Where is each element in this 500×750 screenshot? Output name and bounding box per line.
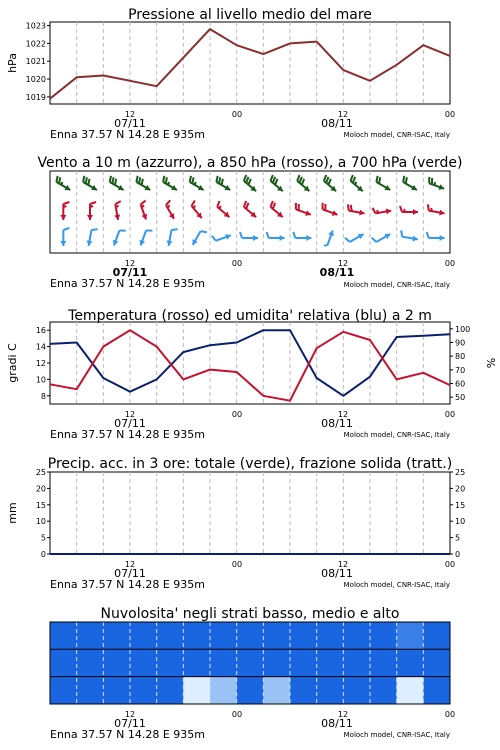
wind-barb-feather [193, 205, 195, 208]
wind-barb-feather [222, 179, 223, 185]
date-label: 07/11 [112, 266, 148, 279]
wind-barb [212, 234, 231, 241]
date-label: 08/11 [321, 567, 353, 580]
y-tick-label: 60 [455, 379, 466, 389]
cloud-cell [317, 649, 344, 676]
x-tick-label: 00 [444, 710, 456, 719]
wind-barb [167, 229, 178, 246]
wind-barb-feather [212, 236, 216, 241]
location-label: Enna 37.57 N 14.28 E 935m [50, 128, 205, 141]
y-tick-label: 5 [40, 533, 46, 543]
wind-barb-feather [62, 182, 63, 185]
wind-barb-feather [403, 176, 404, 182]
wind-barb [83, 176, 97, 190]
cloud-cell [77, 677, 104, 704]
x-tick-label: 00 [231, 710, 243, 719]
precip-gridlines [77, 472, 424, 554]
wind-barb [376, 176, 390, 190]
wind-barb-feather [63, 202, 69, 204]
wind-barb-feather [345, 238, 350, 242]
wind-barb-feather [190, 176, 191, 182]
wind-barb [348, 204, 365, 215]
wind-barb-head [413, 209, 418, 215]
y-tick-label: 100 [455, 324, 471, 334]
precip-x-ticks [125, 560, 455, 569]
cloud-cell [397, 677, 424, 704]
wind-barb-feather [379, 177, 380, 183]
cloud-cell [157, 622, 184, 649]
cloud-cell [130, 649, 157, 676]
wind-barb-feather [90, 206, 93, 207]
wind-barb-feather [428, 204, 429, 210]
temperature-line [50, 330, 450, 401]
cloud-cell [237, 649, 264, 676]
wind-barb-feather [376, 176, 377, 182]
cloud-cell [183, 622, 210, 649]
date-label: 08/11 [321, 717, 353, 730]
precip-title: Precip. acc. in 3 ore: totale (verde), frazione solida (tratt.) [47, 456, 453, 472]
y-tick-label: 1021 [25, 57, 46, 67]
wind-barb-feather [406, 177, 407, 183]
date-label: 08/11 [321, 417, 353, 430]
cloud-x-ticks [125, 710, 455, 719]
cloud-cell [317, 622, 344, 649]
wind-barb-feather [168, 182, 169, 185]
wind-barb-feather [293, 232, 295, 238]
wind-barb-feather [246, 203, 248, 209]
cloud-cell [397, 649, 424, 676]
wind-barb-feather [110, 176, 111, 182]
precip-panel [6, 456, 465, 591]
cloud-cell [370, 622, 397, 649]
wind-barb-head [253, 235, 258, 241]
cloud-cell [237, 622, 264, 649]
wind-barb [113, 230, 126, 245]
wind-barb [372, 234, 391, 242]
wind-barb [400, 206, 418, 215]
wind-barb-feather [136, 176, 137, 182]
wind-barb-head [306, 235, 311, 241]
wind-barb [271, 175, 283, 191]
wind-barb-feather [90, 202, 96, 204]
wind-barb [372, 208, 391, 215]
pressure-x-ticks [125, 110, 455, 119]
cloud-cell [183, 677, 210, 704]
x-tick-label: 12 [337, 110, 349, 119]
x-tick-label: 12 [124, 410, 136, 419]
wind-barb-feather [86, 177, 87, 183]
wind-barb [114, 201, 121, 220]
temp-rh-x-ticks [125, 410, 455, 419]
wind-barb-feather [271, 175, 273, 181]
wind-barb [240, 232, 258, 241]
wind-barb [163, 176, 177, 190]
wind-barb-feather [377, 210, 379, 213]
model-credit: Moloch model, CNR-ISAC, Italy [343, 731, 450, 739]
cloud-cell [130, 622, 157, 649]
wind-barb-feather [192, 177, 193, 183]
humidity-line [50, 330, 450, 396]
cloud-cell [343, 649, 370, 676]
x-tick-label: 12 [337, 560, 349, 569]
wind-barb-feather [267, 232, 269, 238]
wind-barb-feather [324, 175, 326, 181]
pressure-y-ticks [26, 22, 50, 102]
wind-barb-feather [115, 179, 116, 185]
y-tick-label: 15 [455, 500, 466, 510]
wind-barb [244, 175, 256, 191]
wind-barb-feather [275, 179, 277, 185]
wind-barb [193, 231, 207, 245]
wind-barb-feather [116, 206, 119, 208]
wind-barb-feather [163, 176, 164, 182]
wind-barb-feather [328, 179, 330, 185]
wind-barb [428, 204, 445, 215]
y-tick-label: 90 [455, 338, 466, 348]
cloud-cell [317, 677, 344, 704]
wind-barb-feather [401, 230, 402, 236]
cloud-cell [50, 649, 77, 676]
cloud-cell [423, 649, 450, 676]
x-tick-label: 12 [124, 560, 136, 569]
temp-rh-title: Temperatura (rosso) ed umidita' relativa (blu) a 2 m [68, 308, 432, 324]
wind-barb [293, 232, 311, 241]
y-tick-label: 25 [35, 468, 46, 477]
wind-barb-feather [83, 176, 84, 182]
location-label: Enna 37.57 N 14.28 E 935m [50, 428, 205, 441]
pressure-y-label: hPa [6, 53, 19, 73]
wind-barb [324, 175, 336, 191]
y-tick-label: 80 [455, 352, 466, 362]
wind-barb-feather [56, 176, 57, 182]
x-tick-label: 12 [337, 410, 349, 419]
wind-barb [296, 203, 311, 216]
wind-barb-feather [88, 179, 89, 185]
wind-barb-feather [219, 177, 220, 183]
y-tick-label: 16 [35, 326, 46, 336]
date-label: 07/11 [114, 117, 146, 130]
temp-y-ticks [36, 326, 50, 401]
pressure-title: Pressione al livello medio del mare [128, 7, 372, 23]
cloud-cells [50, 622, 451, 704]
cloud-cell [263, 622, 290, 649]
cloud-cell [370, 649, 397, 676]
wind-barb-feather [404, 209, 405, 212]
model-credit: Moloch model, CNR-ISAC, Italy [343, 581, 450, 589]
cloud-cell [423, 622, 450, 649]
wind-barb-feather [168, 205, 170, 207]
cloud-cell [103, 677, 130, 704]
wind-x-ticks [125, 259, 455, 268]
temp-y-label: gradi C [6, 343, 19, 383]
wind-barb [60, 202, 69, 220]
cloud-cell [343, 677, 370, 704]
wind-barb-feather [246, 177, 248, 183]
y-tick-label: 20 [455, 484, 466, 494]
y-tick-label: 50 [455, 393, 466, 403]
pressure-gridlines [77, 22, 424, 104]
wind-barb-feather [355, 182, 356, 185]
wind-barb-feather [63, 228, 69, 230]
y-tick-label: 5 [455, 533, 461, 543]
wind-barb [141, 201, 148, 220]
wind-barb-feather [427, 232, 429, 238]
wind-barb [403, 176, 417, 190]
rh-y-ticks [450, 325, 470, 402]
wind-barb-feather [220, 206, 221, 209]
y-tick-label: 1020 [25, 75, 46, 85]
wind-barb-feather [273, 203, 275, 209]
cloud-cell [183, 649, 210, 676]
wind-barb-feather [166, 200, 170, 205]
wind-barb-feather [248, 179, 250, 185]
y-tick-label: 1019 [25, 92, 46, 102]
y-tick-label: 15 [35, 500, 46, 510]
wind-barb-feather [351, 205, 352, 211]
rh-y-label: % [484, 357, 497, 369]
cloud-cell [237, 677, 264, 704]
cloud-cell [130, 677, 157, 704]
y-tick-label: 8 [40, 391, 46, 401]
model-credit: Moloch model, CNR-ISAC, Italy [343, 131, 450, 139]
wind-barb [324, 230, 334, 245]
date-label: 08/11 [319, 266, 355, 279]
cloud-cell [77, 622, 104, 649]
cloud-panel [50, 606, 455, 741]
wind-barb-feather [59, 177, 60, 183]
pressure-series [50, 29, 450, 99]
wind-barb [192, 200, 202, 218]
model-credit: Moloch model, CNR-ISAC, Italy [343, 281, 450, 289]
cloud-cell [343, 622, 370, 649]
precip-y-label: mm [6, 502, 19, 524]
cloud-cell [423, 677, 450, 704]
precip-y-ticks-right [450, 468, 465, 559]
wind-panel [37, 155, 462, 290]
x-tick-label: 00 [444, 560, 456, 569]
location-label: Enna 37.57 N 14.28 E 935m [50, 277, 205, 290]
wind-barb-feather [216, 176, 217, 182]
wind-barb [216, 176, 230, 190]
date-label: 07/11 [114, 717, 146, 730]
cloud-cell [103, 649, 130, 676]
temp-rh-panel [6, 308, 497, 441]
wind-barb-feather [115, 201, 121, 204]
wind-barb [297, 175, 309, 191]
cloud-cell [50, 677, 77, 704]
wind-barb-feather [302, 179, 304, 185]
y-tick-label: 70 [455, 365, 466, 375]
wind-barb-feather [372, 238, 377, 242]
wind-barb [190, 176, 204, 190]
cloud-cell [263, 677, 290, 704]
wind-barb-feather [217, 201, 219, 207]
precip-y-ticks [36, 468, 50, 559]
wind-barb [267, 232, 285, 241]
wind-barb-feather [273, 177, 275, 183]
wind-barb-feather [300, 177, 302, 183]
wind-barb-feather [195, 182, 196, 185]
wind-barb [60, 228, 69, 246]
wind-barb [427, 232, 445, 241]
wind-barb [271, 201, 283, 217]
wind-title: Vento a 10 m (azzurro), a 850 hPa (rosso), a 700 hPa (verde) [37, 155, 463, 171]
wind-barb-feather [326, 177, 328, 183]
wind-barb-feather [63, 206, 66, 207]
cloud-cell [290, 622, 317, 649]
date-label: 07/11 [114, 417, 146, 430]
wind-barb-feather [271, 201, 273, 207]
wind-barb-feather [244, 201, 246, 207]
cloud-cell [397, 622, 424, 649]
x-tick-label: 12 [124, 259, 136, 268]
wind-barb [322, 203, 337, 216]
x-tick-label: 00 [444, 110, 456, 119]
wind-barb [110, 176, 124, 190]
y-tick-label: 10 [455, 517, 466, 527]
date-label: 08/11 [321, 117, 353, 130]
pressure-panel [6, 7, 455, 141]
wind-barb-feather [400, 206, 402, 212]
x-tick-label: 00 [231, 259, 243, 268]
wind-barb-feather [112, 177, 113, 183]
wind-barb-feather [297, 175, 299, 181]
x-tick-label: 12 [124, 110, 136, 119]
wind-barb [56, 176, 70, 190]
y-tick-label: 1023 [25, 21, 46, 31]
temp-rh-frame [50, 322, 450, 404]
y-tick-label: 10 [35, 375, 46, 385]
wind-barb-feather [171, 229, 177, 230]
cloud-cell [103, 622, 130, 649]
wind-barb-feather [351, 175, 353, 181]
cloud-cell [263, 649, 290, 676]
wind-barb-head [280, 235, 285, 241]
wind-barb-head [87, 215, 93, 220]
wind-barb [244, 201, 256, 217]
wind-barb-feather [201, 231, 207, 232]
wind-barb [351, 175, 363, 191]
cloud-cell [77, 649, 104, 676]
pressure-frame [50, 22, 450, 104]
y-tick-label: 0 [455, 550, 461, 559]
wind-barb-feather [139, 177, 140, 183]
location-label: Enna 37.57 N 14.28 E 935m [50, 578, 205, 591]
wind-barb-feather [240, 232, 242, 238]
location-label: Enna 37.57 N 14.28 E 935m [50, 728, 205, 741]
wind-barb [87, 202, 96, 220]
wind-barb-feather [142, 179, 143, 185]
x-tick-label: 00 [444, 259, 456, 268]
x-tick-label: 12 [124, 710, 136, 719]
wind-barb [139, 230, 152, 245]
cloud-cell [50, 622, 77, 649]
cloud-cell [210, 649, 237, 676]
x-tick-label: 00 [231, 110, 243, 119]
precip-frame [50, 472, 450, 554]
wind-barb-feather [353, 177, 355, 183]
wind-barb-feather [244, 175, 246, 181]
wind-barb-feather [91, 229, 97, 230]
cloud-cell [157, 649, 184, 676]
wind-barb [401, 230, 418, 241]
x-tick-label: 00 [444, 410, 456, 419]
temp-rh-series [50, 330, 450, 401]
x-tick-label: 00 [231, 560, 243, 569]
wind-barb-head [60, 215, 66, 220]
wind-barb [166, 200, 174, 219]
wind-barb-feather [166, 177, 167, 183]
wind-barb [136, 176, 150, 190]
wind-barb-feather [348, 204, 349, 210]
wind-barb-head [60, 241, 66, 246]
wind-barb [429, 177, 444, 190]
wind-barb [217, 201, 229, 217]
y-tick-label: 1022 [25, 39, 46, 49]
x-tick-label: 12 [337, 259, 349, 268]
cloud-cell [370, 677, 397, 704]
cloud-cell [290, 677, 317, 704]
cloud-cell [210, 677, 237, 704]
y-tick-label: 12 [35, 359, 46, 368]
x-tick-label: 12 [337, 710, 349, 719]
wind-barb [87, 229, 98, 246]
pressure-line [50, 29, 450, 99]
date-label: 07/11 [114, 567, 146, 580]
y-tick-label: 25 [455, 468, 466, 477]
wind-barb-head [440, 235, 445, 241]
wind-barbs [56, 175, 444, 246]
wind-barb-feather [372, 208, 375, 214]
cloud-cell [157, 677, 184, 704]
cloud-title: Nuvolosita' negli strati basso, medio e alto [100, 606, 400, 622]
cloud-cell [210, 622, 237, 649]
wind-barb [345, 234, 364, 242]
y-tick-label: 0 [40, 550, 46, 559]
x-tick-label: 00 [231, 410, 243, 419]
wind-barb-feather [141, 201, 146, 205]
model-credit: Moloch model, CNR-ISAC, Italy [343, 431, 450, 439]
y-tick-label: 10 [35, 517, 46, 527]
y-tick-label: 20 [35, 484, 46, 494]
y-tick-label: 14 [35, 342, 46, 352]
cloud-cell [290, 649, 317, 676]
